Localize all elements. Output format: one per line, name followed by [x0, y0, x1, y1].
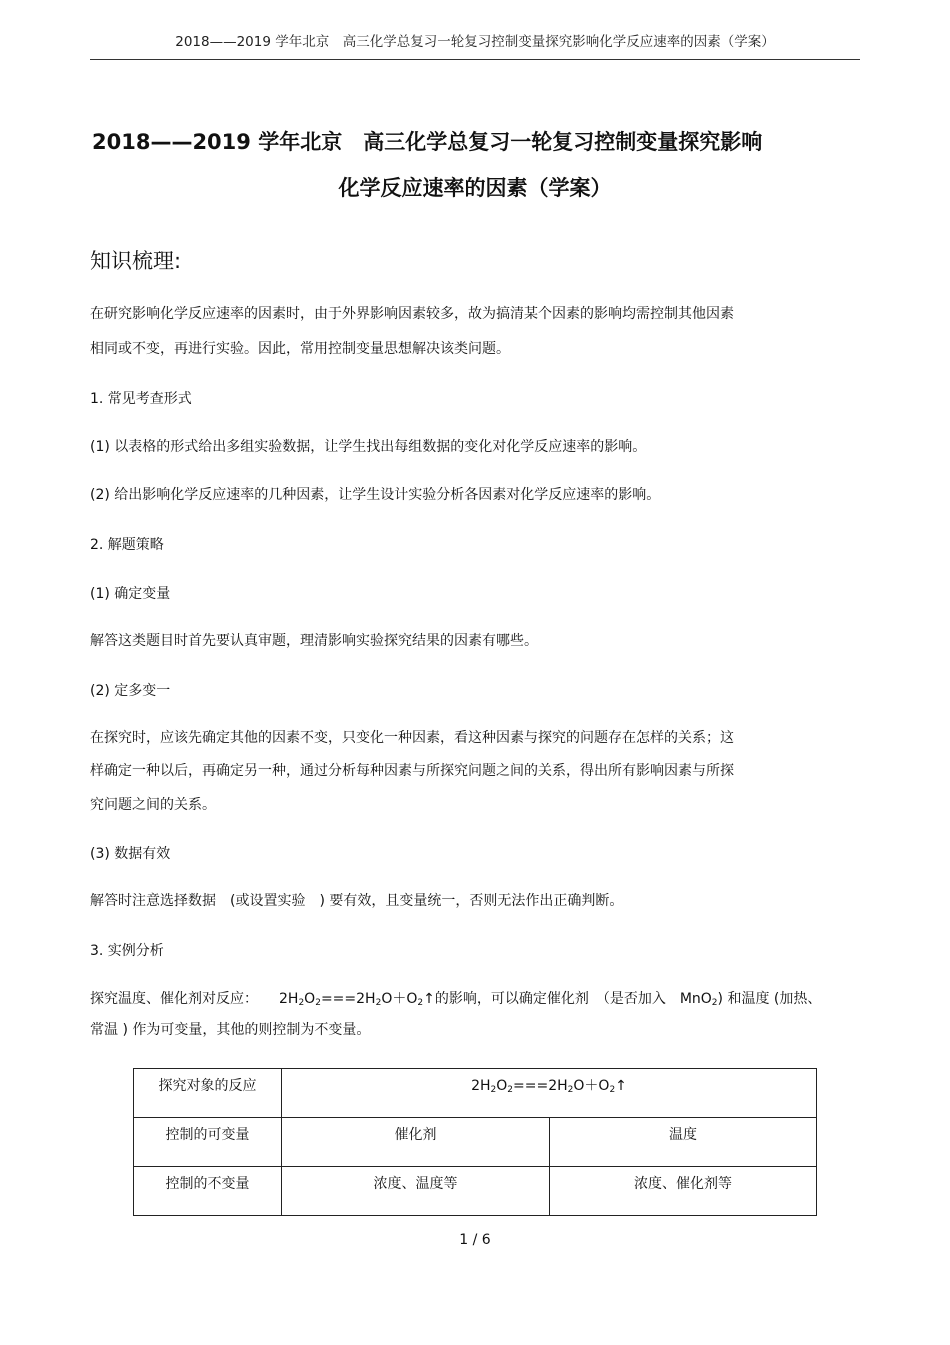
item-2-2: (2) 定多变一 [90, 683, 171, 699]
heading-1: 1. 常见考查形式 [90, 391, 192, 407]
table-cell-equation: 2H2O2===2H2O＋O2↑ [282, 1069, 817, 1118]
table-cell: 探究对象的反应 [134, 1069, 282, 1118]
intro-line-1: 在研究影响化学反应速率的因素时，由于外界影响因素较多，故为搞清某个因素的影响均需控制其他因素 [90, 306, 734, 322]
table-cell: 浓度、温度等 [282, 1167, 550, 1216]
control-variable-table [133, 1068, 817, 1216]
heading-2: 2. 解题策略 [90, 537, 164, 553]
section-heading: 知识梳理: [90, 249, 182, 273]
table-cell: 控制的不变量 [134, 1167, 282, 1216]
doc-title-line1: 2018——2019 学年北京 高三化学总复习一轮复习控制变量探究影响 [92, 130, 763, 154]
page-number: 1 / 6 [459, 1232, 491, 1248]
table-row [134, 1069, 817, 1118]
item-2-3: (3) 数据有效 [90, 846, 171, 862]
header-rule [90, 59, 860, 60]
example-line-2: 常温 ) 作为可变量，其他的则控制为不变量。 [90, 1022, 371, 1038]
item-2-2-text-1: 在探究时，应该先确定其他的因素不变，只变化一种因素，看这种因素与探究的问题存在怎样的关系；这 [90, 730, 734, 746]
item-2-2-text-2: 样确定一种以后，再确定另一种，通过分析每种因素与所探究问题之间的关系，得出所有影响因素与所探 [90, 763, 734, 779]
example-line-1: 探究温度、催化剂对反应： 2H2O2===2H2O＋O2↑的影响，可以确定催化剂 （是否加入 MnO2) 和温度 (加热、 [90, 991, 822, 1008]
heading-3: 3. 实例分析 [90, 943, 164, 959]
table-cell: 控制的可变量 [134, 1118, 282, 1167]
item-1-1: (1) 以表格的形式给出多组实验数据，让学生找出每组数据的变化对化学反应速率的影响。 [90, 439, 647, 455]
item-2-1: (1) 确定变量 [90, 586, 171, 602]
running-header: 2018——2019 学年北京 高三化学总复习一轮复习控制变量探究影响化学反应速率的因素（学案） [175, 34, 775, 50]
doc-title-line2: 化学反应速率的因素（学案） [338, 176, 612, 200]
item-1-2: (2) 给出影响化学反应速率的几种因素，让学生设计实验分析各因素对化学反应速率的影响。 [90, 487, 661, 503]
intro-line-2: 相同或不变，再进行实验。因此，常用控制变量思想解决该类问题。 [90, 341, 510, 357]
item-2-3-text: 解答时注意选择数据 (或设置实验 ) 要有效，且变量统一，否则无法作出正确判断。 [90, 893, 624, 909]
table-row [134, 1167, 817, 1216]
table-cell: 催化剂 [282, 1118, 550, 1167]
table-cell: 温度 [550, 1118, 817, 1167]
item-2-2-text-3: 究问题之间的关系。 [90, 797, 216, 813]
table-row [134, 1118, 817, 1167]
table-cell: 浓度、催化剂等 [550, 1167, 817, 1216]
item-2-1-text: 解答这类题目时首先要认真审题，理清影响实验探究结果的因素有哪些。 [90, 633, 538, 649]
